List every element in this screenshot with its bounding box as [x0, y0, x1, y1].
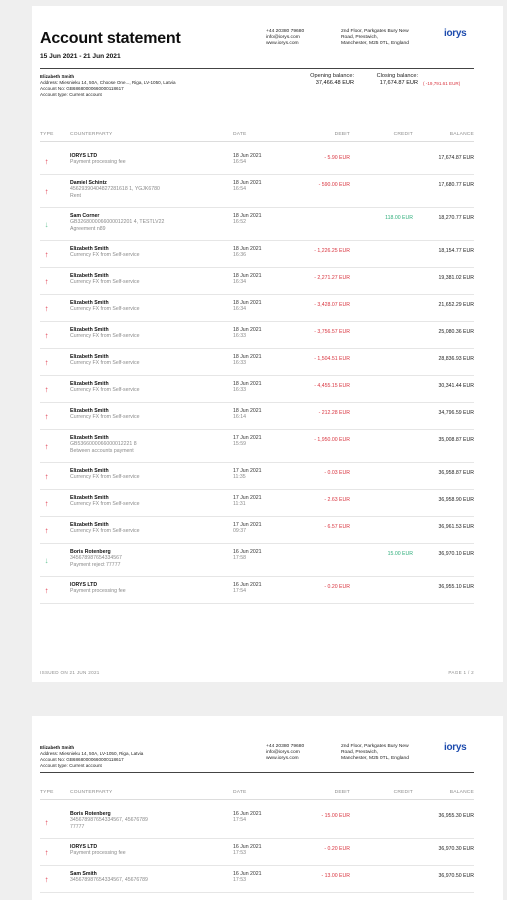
table-row[interactable] — [40, 866, 474, 893]
date-cell — [233, 354, 262, 367]
balance-amount: 28,836.93 EUR — [438, 356, 474, 362]
arrow-up-icon: ↑ — [44, 277, 49, 286]
transaction-date: 18 Jun 2021 — [233, 180, 262, 186]
table-row[interactable] — [40, 517, 474, 544]
transaction-time: 16:34 — [233, 279, 246, 286]
closing-balance — [360, 73, 418, 87]
date-cell — [233, 153, 262, 166]
company-email[interactable]: info@iorys.com — [266, 35, 300, 41]
table-row[interactable] — [40, 490, 474, 517]
date-cell — [233, 408, 262, 421]
counterparty-cell — [70, 522, 230, 535]
balance-amount: 18,270.77 EUR — [438, 215, 474, 221]
balance-amount: 25,080.36 EUR — [438, 329, 474, 335]
date-cell — [233, 213, 262, 226]
statement-page-2 — [32, 716, 503, 900]
closing-balance-value: 17,674.87 EUR — [379, 80, 418, 86]
company-email[interactable]: info@iorys.com — [266, 750, 300, 756]
balance-amount: 17,680.77 EUR — [438, 182, 474, 188]
date-cell — [233, 811, 262, 824]
balance-amount: 36,961.53 EUR — [438, 524, 474, 530]
account-number: Account No: GB68680000660000118617 — [40, 86, 124, 91]
counterparty-name: Damiel Schintz — [70, 180, 107, 186]
account-type: Account type: Current account — [40, 763, 102, 768]
counterparty-cell — [70, 153, 230, 166]
transaction-date: 18 Jun 2021 — [233, 300, 262, 306]
arrow-up-icon: ↑ — [44, 818, 49, 827]
table-row[interactable] — [40, 806, 474, 839]
company-address — [341, 29, 437, 47]
arrow-up-icon: ↑ — [44, 526, 49, 535]
arrow-up-icon: ↑ — [44, 875, 49, 884]
company-website[interactable]: www.iorys.com — [266, 41, 299, 47]
table-row[interactable] — [40, 544, 474, 577]
counterparty-name: Boris Rotenberg — [70, 811, 111, 817]
header-type: TYPE — [40, 790, 54, 795]
transaction-time: 16:54 — [233, 159, 246, 166]
header-balance: BALANCE — [449, 790, 474, 795]
table-row[interactable] — [40, 268, 474, 295]
transaction-time: 16:33 — [233, 360, 246, 367]
counterparty-name: Elizabeth Smith — [70, 522, 109, 528]
counterparty-cell — [70, 582, 230, 595]
transaction-date: 18 Jun 2021 — [233, 153, 262, 159]
company-address-line: Road, Prestwich, — [341, 35, 378, 41]
date-cell — [233, 844, 262, 857]
counterparty-cell — [70, 300, 230, 313]
debit-amount: - 2.63 EUR — [324, 497, 350, 503]
balance-amount: 30,341.44 EUR — [438, 383, 474, 389]
date-cell — [233, 582, 262, 595]
counterparty-detail: Currency FX from Self-service — [70, 414, 140, 421]
company-address-line: Manchester, M25 0TL, England — [341, 41, 409, 47]
header-divider — [40, 772, 474, 773]
counterparty-name: Elizabeth Smith — [70, 468, 109, 474]
counterparty-detail: Payment reject 77777 — [70, 561, 121, 568]
transaction-date: 17 Jun 2021 — [233, 522, 262, 528]
table-row[interactable] — [40, 839, 474, 866]
transaction-date: 18 Jun 2021 — [233, 408, 262, 414]
debit-amount: - 4,455.15 EUR — [314, 383, 350, 389]
counterparty-detail: Currency FX from Self-service — [70, 306, 140, 313]
company-website[interactable]: www.iorys.com — [266, 756, 299, 762]
arrow-up-icon: ↑ — [44, 187, 49, 196]
counterparty-cell — [70, 871, 230, 884]
counterparty-name: Elizabeth Smith — [70, 300, 109, 306]
company-phone: +44 20380 79680 — [266, 29, 305, 34]
debit-amount: - 15.00 EUR — [321, 813, 350, 819]
table-row[interactable] — [40, 376, 474, 403]
header-debit: DEBIT — [334, 132, 350, 137]
statement-period: 15 Jun 2021 - 21 Jun 2021 — [40, 53, 121, 60]
counterparty-cell — [70, 327, 230, 340]
counterparty-cell — [70, 354, 230, 367]
debit-amount: - 13.00 EUR — [321, 873, 350, 879]
balance-amount: 34,796.59 EUR — [438, 410, 474, 416]
counterparty-cell — [70, 381, 230, 394]
account-holder-name: Elizabeth Smith — [40, 74, 75, 79]
counterparty-name: Elizabeth Smith — [70, 381, 109, 387]
arrow-up-icon: ↑ — [44, 412, 49, 421]
statement-title: Account statement — [40, 30, 181, 47]
date-cell — [233, 180, 262, 193]
opening-balance — [298, 73, 354, 87]
arrow-down-icon: ↓ — [44, 556, 49, 565]
counterparty-cell — [70, 273, 230, 286]
balance-difference: ( -19,791.61 EUR) — [423, 81, 461, 86]
balance-amount: 36,970.30 EUR — [438, 846, 474, 852]
transaction-time: 17:53 — [233, 850, 246, 857]
debit-amount: - 1,504.51 EUR — [314, 356, 350, 362]
counterparty-name: Elizabeth Smith — [70, 327, 109, 333]
counterparty-detail: Currency FX from Self-service — [70, 279, 140, 286]
counterparty-name: IORYS LTD — [70, 582, 98, 588]
date-cell — [233, 246, 262, 259]
counterparty-name: Elizabeth Smith — [70, 246, 109, 252]
transaction-time: 11:31 — [233, 501, 246, 508]
debit-amount: - 590.00 EUR — [318, 182, 350, 188]
account-holder-name: Elizabeth Smith — [40, 745, 75, 750]
arrow-up-icon: ↑ — [44, 442, 49, 451]
counterparty-detail: 345678987654334567 — [70, 555, 122, 562]
arrow-up-icon: ↑ — [44, 250, 49, 259]
counterparty-cell — [70, 549, 230, 568]
transaction-date: 18 Jun 2021 — [233, 354, 262, 360]
iorys-logo: iorys — [444, 28, 467, 39]
table-row[interactable] — [40, 577, 474, 604]
arrow-down-icon: ↓ — [44, 220, 49, 229]
counterparty-detail: GB5366000066000012221 8 — [70, 441, 137, 448]
transaction-date: 16 Jun 2021 — [233, 549, 262, 555]
counterparty-cell — [70, 180, 230, 199]
header-counterparty: COUNTERPARTY — [70, 790, 113, 795]
table-header — [40, 130, 474, 142]
header-divider — [40, 68, 474, 69]
counterparty-cell — [70, 435, 230, 454]
debit-amount: - 6.57 EUR — [324, 524, 350, 530]
counterparty-cell — [70, 213, 230, 232]
transaction-time: 16:52 — [233, 219, 246, 226]
table-row[interactable] — [40, 322, 474, 349]
counterparty-name: Elizabeth Smith — [70, 273, 109, 279]
balance-amount: 17,674.87 EUR — [438, 155, 474, 161]
transaction-date: 18 Jun 2021 — [233, 273, 262, 279]
counterparty-detail: 77777 — [70, 823, 85, 830]
counterparty-name: Sam Smith — [70, 871, 97, 877]
counterparty-detail: Currency FX from Self-service — [70, 360, 140, 367]
date-cell — [233, 522, 262, 535]
transactions-table — [40, 148, 474, 604]
transaction-time: 16:33 — [233, 387, 246, 394]
balance-amount: 18,154.77 EUR — [438, 248, 474, 254]
opening-balance-label: Opening balance: — [310, 73, 354, 79]
counterparty-detail: Currency FX from Self-service — [70, 501, 140, 508]
counterparty-detail: Currency FX from Self-service — [70, 528, 140, 535]
counterparty-cell — [70, 811, 230, 830]
arrow-up-icon: ↑ — [44, 472, 49, 481]
debit-amount: - 212.28 EUR — [318, 410, 350, 416]
arrow-up-icon: ↑ — [44, 848, 49, 857]
debit-amount: - 0.03 EUR — [324, 470, 350, 476]
debit-amount: - 5.90 EUR — [324, 155, 350, 161]
counterparty-detail: 45629390404827281618 1, YGJK6780 — [70, 186, 160, 193]
counterparty-cell — [70, 246, 230, 259]
arrow-up-icon: ↑ — [44, 157, 49, 166]
company-address-line: Road, Prestwich, — [341, 750, 378, 756]
transaction-time: 16:34 — [233, 306, 246, 313]
company-address — [341, 744, 437, 762]
transaction-time: 17:53 — [233, 877, 246, 884]
transaction-date: 16 Jun 2021 — [233, 844, 262, 850]
counterparty-name: Elizabeth Smith — [70, 435, 109, 441]
counterparty-name: Elizabeth Smith — [70, 495, 109, 501]
account-info — [40, 745, 143, 769]
date-cell — [233, 871, 262, 884]
counterparty-detail: Agreement n89 — [70, 225, 106, 232]
company-address-line: 2nd Floor, Parkgates Bury New — [341, 744, 409, 749]
transaction-date: 17 Jun 2021 — [233, 468, 262, 474]
company-address-line: 2nd Floor, Parkgates Bury New — [341, 29, 409, 34]
debit-amount: - 1,950.00 EUR — [314, 437, 350, 443]
counterparty-detail: Payment processing fee — [70, 588, 126, 595]
transaction-date: 18 Jun 2021 — [233, 246, 262, 252]
transaction-time: 17:54 — [233, 817, 246, 824]
iorys-logo: iorys — [444, 742, 467, 753]
debit-amount: - 0.20 EUR — [324, 846, 350, 852]
date-cell — [233, 327, 262, 340]
date-cell — [233, 273, 262, 286]
counterparty-detail: Payment processing fee — [70, 159, 126, 166]
date-cell — [233, 495, 262, 508]
header-counterparty: COUNTERPARTY — [70, 132, 113, 137]
counterparty-cell — [70, 844, 230, 857]
transactions-table — [40, 806, 474, 893]
counterparty-cell — [70, 468, 230, 481]
account-number: Account No: GB68680000660000118617 — [40, 757, 124, 762]
header-credit: CREDIT — [393, 790, 413, 795]
date-cell — [233, 468, 262, 481]
date-cell — [233, 381, 262, 394]
transaction-time: 16:33 — [233, 333, 246, 340]
company-phone: +44 20380 79680 — [266, 744, 305, 749]
company-contacts — [266, 29, 304, 47]
header-credit: CREDIT — [393, 132, 413, 137]
header-debit: DEBIT — [334, 790, 350, 795]
date-cell — [233, 435, 262, 448]
transaction-time: 17:58 — [233, 555, 246, 562]
counterparty-detail: Rent — [70, 192, 81, 199]
transaction-date: 16 Jun 2021 — [233, 811, 262, 817]
balance-amount: 19,381.02 EUR — [438, 275, 474, 281]
table-row[interactable] — [40, 148, 474, 175]
balance-amount: 36,970.10 EUR — [438, 551, 474, 557]
counterparty-detail: Currency FX from Self-service — [70, 387, 140, 394]
balance-amount: 21,652.29 EUR — [438, 302, 474, 308]
date-cell — [233, 300, 262, 313]
table-row[interactable] — [40, 175, 474, 208]
debit-amount: - 2,271.27 EUR — [314, 275, 350, 281]
transaction-date: 16 Jun 2021 — [233, 582, 262, 588]
company-address-line: Manchester, M25 0TL, England — [341, 756, 409, 762]
transaction-time: 11:35 — [233, 474, 246, 481]
account-type: Account type: Current account — [40, 92, 102, 97]
counterparty-detail: Currency FX from Self-service — [70, 333, 140, 340]
credit-amount: 118.00 EUR — [385, 215, 413, 221]
debit-amount: - 3,756.57 EUR — [314, 329, 350, 335]
counterparty-detail: Currency FX from Self-service — [70, 474, 140, 481]
counterparty-detail: 345678987654334567, 45676789 — [70, 877, 148, 884]
counterparty-cell — [70, 495, 230, 508]
page-number: PAGE 1 / 2 — [448, 670, 474, 675]
counterparty-detail: GB3268000066000012201 4, TESTLV22 — [70, 219, 165, 226]
header-type: TYPE — [40, 132, 54, 137]
account-address: Address: Miesnieku 14, 50A, Choose One..., Riga, LV-1050, Latvia — [40, 80, 176, 85]
counterparty-detail: Between accounts payment — [70, 447, 134, 454]
company-contacts — [266, 744, 304, 762]
counterparty-detail: Payment processing fee — [70, 850, 126, 857]
debit-amount: - 1,226.25 EUR — [314, 248, 350, 254]
counterparty-name: Sam Corner — [70, 213, 100, 219]
counterparty-detail: Currency FX from Self-service — [70, 252, 140, 259]
transaction-date: 17 Jun 2021 — [233, 435, 262, 441]
debit-amount: - 3,428.07 EUR — [314, 302, 350, 308]
credit-amount: 15.00 EUR — [387, 551, 413, 557]
transaction-date: 17 Jun 2021 — [233, 495, 262, 501]
transaction-date: 18 Jun 2021 — [233, 381, 262, 387]
balance-amount: 36,958.90 EUR — [438, 497, 474, 503]
transaction-date: 16 Jun 2021 — [233, 871, 262, 877]
balance-amount: 36,970.50 EUR — [438, 873, 474, 879]
transaction-time: 16:36 — [233, 252, 246, 259]
arrow-up-icon: ↑ — [44, 586, 49, 595]
table-row[interactable] — [40, 403, 474, 430]
issued-date: ISSUED ON 21 JUN 2021 — [40, 670, 100, 675]
header-balance: BALANCE — [449, 132, 474, 137]
counterparty-name: Elizabeth Smith — [70, 354, 109, 360]
transaction-time: 17:54 — [233, 588, 246, 595]
counterparty-name: Boris Rotenberg — [70, 549, 111, 555]
closing-balance-label: Closing balance: — [376, 73, 418, 79]
balance-amount: 36,955.30 EUR — [438, 813, 474, 819]
debit-amount: - 0.20 EUR — [324, 584, 350, 590]
balance-amount: 36,955.10 EUR — [438, 584, 474, 590]
counterparty-name: IORYS LTD — [70, 153, 98, 159]
arrow-up-icon: ↑ — [44, 331, 49, 340]
transaction-time: 15:59 — [233, 441, 246, 448]
table-row[interactable] — [40, 349, 474, 376]
balance-amount: 36,958.87 EUR — [438, 470, 474, 476]
table-row[interactable] — [40, 208, 474, 241]
account-info — [40, 74, 176, 98]
counterparty-name: Elizabeth Smith — [70, 408, 109, 414]
table-row[interactable] — [40, 430, 474, 463]
table-row[interactable] — [40, 241, 474, 268]
header-date: DATE — [233, 132, 247, 137]
arrow-up-icon: ↑ — [44, 304, 49, 313]
table-row[interactable] — [40, 295, 474, 322]
transaction-time: 09:37 — [233, 528, 246, 535]
table-header — [40, 788, 474, 800]
account-address: Address: Miesnieku 14, 50A, LV-1050, Riga, Latvia — [40, 751, 144, 756]
arrow-up-icon: ↑ — [44, 385, 49, 394]
table-row[interactable] — [40, 463, 474, 490]
balance-amount: 35,008.87 EUR — [438, 437, 474, 443]
opening-balance-value: 37,466.48 EUR — [315, 80, 354, 86]
date-cell — [233, 549, 262, 562]
transaction-date: 18 Jun 2021 — [233, 327, 262, 333]
statement-page-1 — [32, 6, 503, 682]
arrow-up-icon: ↑ — [44, 358, 49, 367]
counterparty-name: IORYS LTD — [70, 844, 98, 850]
counterparty-detail: 345678987654334567, 45676789 — [70, 817, 148, 824]
transaction-time: 16:54 — [233, 186, 246, 193]
transaction-date: 18 Jun 2021 — [233, 213, 262, 219]
transaction-time: 16:14 — [233, 414, 246, 421]
header-date: DATE — [233, 790, 247, 795]
counterparty-cell — [70, 408, 230, 421]
arrow-up-icon: ↑ — [44, 499, 49, 508]
